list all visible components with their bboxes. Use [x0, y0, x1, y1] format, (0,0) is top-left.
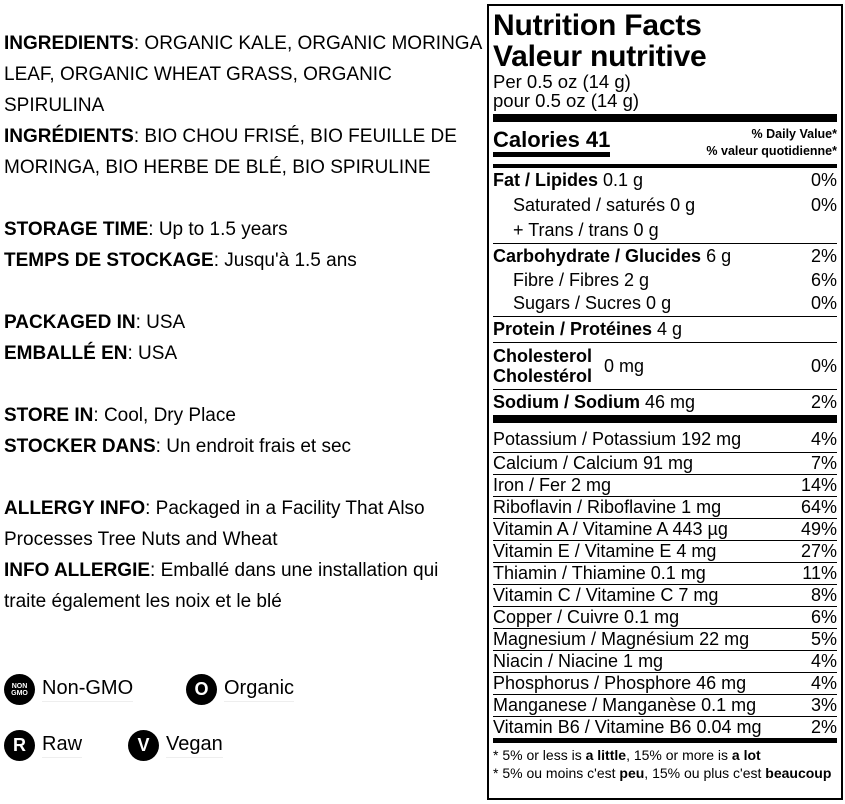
vitamin-percent: 2% — [810, 717, 837, 737]
footnote — [493, 746, 837, 782]
storage-fr — [4, 245, 484, 276]
vitamin-row — [493, 453, 837, 475]
footnote-fr-b: peu — [619, 765, 645, 781]
vitamin-label: Magnesium / Magnésium 22 mg — [493, 629, 750, 649]
footnote-en — [493, 746, 837, 764]
vitamin-percent: 4% — [810, 429, 837, 449]
vitamin-percent: 7% — [810, 453, 837, 473]
sugars-percent: 0% — [810, 293, 837, 313]
non-gmo-icon-line2: GMO — [11, 689, 28, 697]
carbohydrate-row — [493, 244, 837, 269]
nutrition-facts-panel — [487, 4, 843, 800]
trans-label: + Trans / trans 0 g — [513, 220, 659, 240]
vitamin-row — [493, 475, 837, 497]
organic-label: Organic — [224, 677, 294, 702]
protein-row — [493, 317, 837, 342]
footnote-fr-c: , 15% ou plus c'est — [644, 765, 766, 781]
footnote-fr-a: * 5% ou moins c'est — [493, 765, 620, 781]
vitamin-percent: 11% — [802, 563, 837, 583]
vitamin-row — [493, 673, 837, 695]
vitamin-label: Niacin / Niacine 1 mg — [493, 651, 664, 671]
daily-value-en: % Daily Value* — [751, 127, 837, 141]
footnote-en-d: a lot — [731, 747, 761, 763]
cholesterol-row — [493, 343, 837, 389]
sodium-label: Sodium / Sodium — [493, 392, 640, 412]
non-gmo-icon-line1: NON — [11, 682, 28, 690]
sodium-percent: 2% — [810, 392, 837, 412]
nutrition-title — [493, 10, 837, 72]
vitamin-row — [493, 585, 837, 607]
vitamin-percent: 3% — [810, 695, 837, 715]
allergy-en-text: : Packaged in a Facility That Also Processes Tree Nuts and Wheat — [4, 498, 425, 550]
non-gmo-icon — [4, 674, 35, 705]
vitamin-label: Vitamin E / Vitamine E 4 mg — [493, 541, 717, 561]
vitamin-percent: 4% — [810, 651, 837, 671]
storage-en-label: STORAGE TIME — [4, 219, 149, 240]
ingredients-en-text: : ORGANIC KALE, ORGANIC MORINGA LEAF, ORGANIC WHEAT GRASS, ORGANIC SPIRULINA — [4, 33, 482, 116]
raw-label: Raw — [42, 733, 82, 758]
packaged-en — [4, 307, 484, 338]
saturated-row — [493, 193, 837, 218]
badge-raw — [4, 730, 82, 761]
calories: Calories 41 — [493, 128, 610, 157]
vitamin-percent: 8% — [810, 585, 837, 605]
store-en-label: STORE IN — [4, 405, 94, 426]
cholesterol-label — [493, 346, 592, 386]
badge-non-gmo — [4, 674, 133, 705]
cholesterol-percent: 0% — [810, 355, 837, 376]
vitamin-label: Vitamin B6 / Vitamine B6 0.04 mg — [493, 717, 762, 737]
vitamin-row — [493, 427, 837, 453]
divider — [493, 114, 837, 122]
ingredients-en-label: INGREDIENTS — [4, 33, 134, 54]
vitamin-percent: 14% — [800, 475, 837, 495]
saturated-percent: 0% — [810, 195, 837, 215]
store-fr — [4, 431, 484, 462]
fat-amount: 0.1 g — [598, 170, 644, 190]
storage-en-text: : Up to 1.5 years — [148, 219, 288, 240]
fat-percent: 0% — [810, 170, 837, 190]
storage-fr-label: TEMPS DE STOCKAGE — [4, 250, 214, 271]
vitamin-percent: 6% — [810, 607, 837, 627]
vitamin-label: Phosphorus / Phosphore 46 mg — [493, 673, 747, 693]
vitamin-label: Vitamin A / Vitamine A 443 µg — [493, 519, 728, 539]
fibre-label: Fibre / Fibres 2 g — [513, 270, 650, 290]
badge-vegan — [128, 730, 223, 761]
store-en-text: : Cool, Dry Place — [93, 405, 236, 426]
vitamin-row — [493, 607, 837, 629]
divider — [493, 415, 837, 423]
vitamin-percent: 49% — [800, 519, 837, 539]
vitamin-label: Thiamin / Thiamine 0.1 mg — [493, 563, 706, 583]
calories-row — [493, 122, 837, 164]
vitamin-percent: 4% — [810, 673, 837, 693]
packaged-fr-label: EMBALLÉ EN — [4, 343, 128, 364]
vitamin-label: Potassium / Potassium 192 mg — [493, 429, 742, 449]
product-info — [4, 28, 484, 617]
vitamin-label: Calcium / Calcium 91 mg — [493, 453, 694, 473]
packaged-en-text: : USA — [135, 312, 186, 333]
serving-size-fr: pour 0.5 oz (14 g) — [493, 90, 640, 111]
vitamin-percent: 27% — [800, 541, 837, 561]
footnote-en-a: * 5% or less is — [493, 747, 586, 763]
store-en — [4, 400, 484, 431]
vitamin-percent: 64% — [800, 497, 837, 517]
allergy-fr-text: : Emballé dans une installation qui traite également les noix et le blé — [4, 560, 439, 612]
protein-label: Protein / Protéines — [493, 319, 653, 339]
cholesterol-amount: 0 mg — [604, 355, 645, 376]
footnote-fr-d: beaucoup — [765, 765, 832, 781]
divider — [493, 739, 837, 743]
saturated-label: Saturated / saturés 0 g — [513, 195, 696, 215]
ingredients-fr — [4, 121, 484, 183]
vitamin-percent: 5% — [810, 629, 837, 649]
fat-row — [493, 168, 837, 193]
carbohydrate-label: Carbohydrate / Glucides — [493, 246, 702, 266]
vitamin-row — [493, 541, 837, 563]
allergy-fr — [4, 555, 484, 617]
ingredients-fr-label: INGRÉDIENTS — [4, 126, 134, 147]
carbohydrate-percent: 2% — [810, 246, 837, 266]
packaged-fr — [4, 338, 484, 369]
vitamin-label: Riboflavin / Riboflavine 1 mg — [493, 497, 722, 517]
cholesterol-label-fr: Cholestérol — [493, 366, 593, 386]
fat-label: Fat / Lipides — [493, 170, 599, 190]
allergy-en-label: ALLERGY INFO — [4, 498, 146, 519]
packaged-fr-text: : USA — [127, 343, 178, 364]
packaged-en-label: PACKAGED IN — [4, 312, 136, 333]
vitamin-row — [493, 629, 837, 651]
cholesterol-label-en: Cholesterol — [493, 346, 593, 366]
vitamin-row — [493, 519, 837, 541]
organic-icon: O — [186, 674, 217, 705]
non-gmo-label: Non-GMO — [42, 677, 133, 702]
storage-fr-text: : Jusqu'à 1.5 ans — [213, 250, 357, 271]
ingredients-en — [4, 28, 484, 121]
trans-row — [493, 218, 837, 243]
vitamin-row — [493, 497, 837, 519]
vegan-icon: V — [128, 730, 159, 761]
sodium-amount: 46 mg — [640, 392, 696, 412]
ingredients-fr-text: : BIO CHOU FRISÉ, BIO FEUILLE DE MORINGA, BIO HERBE DE BLÉ, BIO SPIRULINE — [4, 126, 457, 178]
vitamin-label: Iron / Fer 2 mg — [493, 475, 612, 495]
nutrition-title-fr: Valeur nutritive — [493, 40, 707, 73]
vitamin-row — [493, 563, 837, 585]
daily-value-header — [706, 126, 837, 160]
carbohydrate-amount: 6 g — [701, 246, 732, 266]
storage-en — [4, 214, 484, 245]
allergy-en — [4, 493, 484, 555]
nutrition-title-en: Nutrition Facts — [493, 9, 702, 42]
fibre-percent: 6% — [810, 270, 837, 290]
vitamin-label: Copper / Cuivre 0.1 mg — [493, 607, 680, 627]
vitamin-label: Vitamin C / Vitamine C 7 mg — [493, 585, 719, 605]
footnote-fr — [493, 764, 837, 782]
footnote-en-c: , 15% or more is — [626, 747, 732, 763]
sodium-row — [493, 390, 837, 415]
serving-size-en: Per 0.5 oz (14 g) — [493, 71, 631, 92]
fibre-row — [493, 269, 837, 291]
vitamin-label: Manganese / Manganèse 0.1 mg — [493, 695, 757, 715]
sugars-row — [493, 291, 837, 316]
badge-organic — [186, 674, 294, 705]
vitamin-row — [493, 695, 837, 717]
vitamin-row — [493, 651, 837, 673]
footnote-en-b: a little — [585, 747, 627, 763]
allergy-fr-label: INFO ALLERGIE — [4, 560, 151, 581]
raw-icon: R — [4, 730, 35, 761]
daily-value-fr: % valeur quotidienne* — [706, 144, 837, 158]
vegan-label: Vegan — [166, 733, 223, 758]
store-fr-text: : Un endroit frais et sec — [155, 436, 352, 457]
store-fr-label: STOCKER DANS — [4, 436, 156, 457]
sugars-label: Sugars / Sucres 0 g — [513, 293, 672, 313]
vitamin-row — [493, 717, 837, 739]
protein-amount: 4 g — [652, 319, 683, 339]
